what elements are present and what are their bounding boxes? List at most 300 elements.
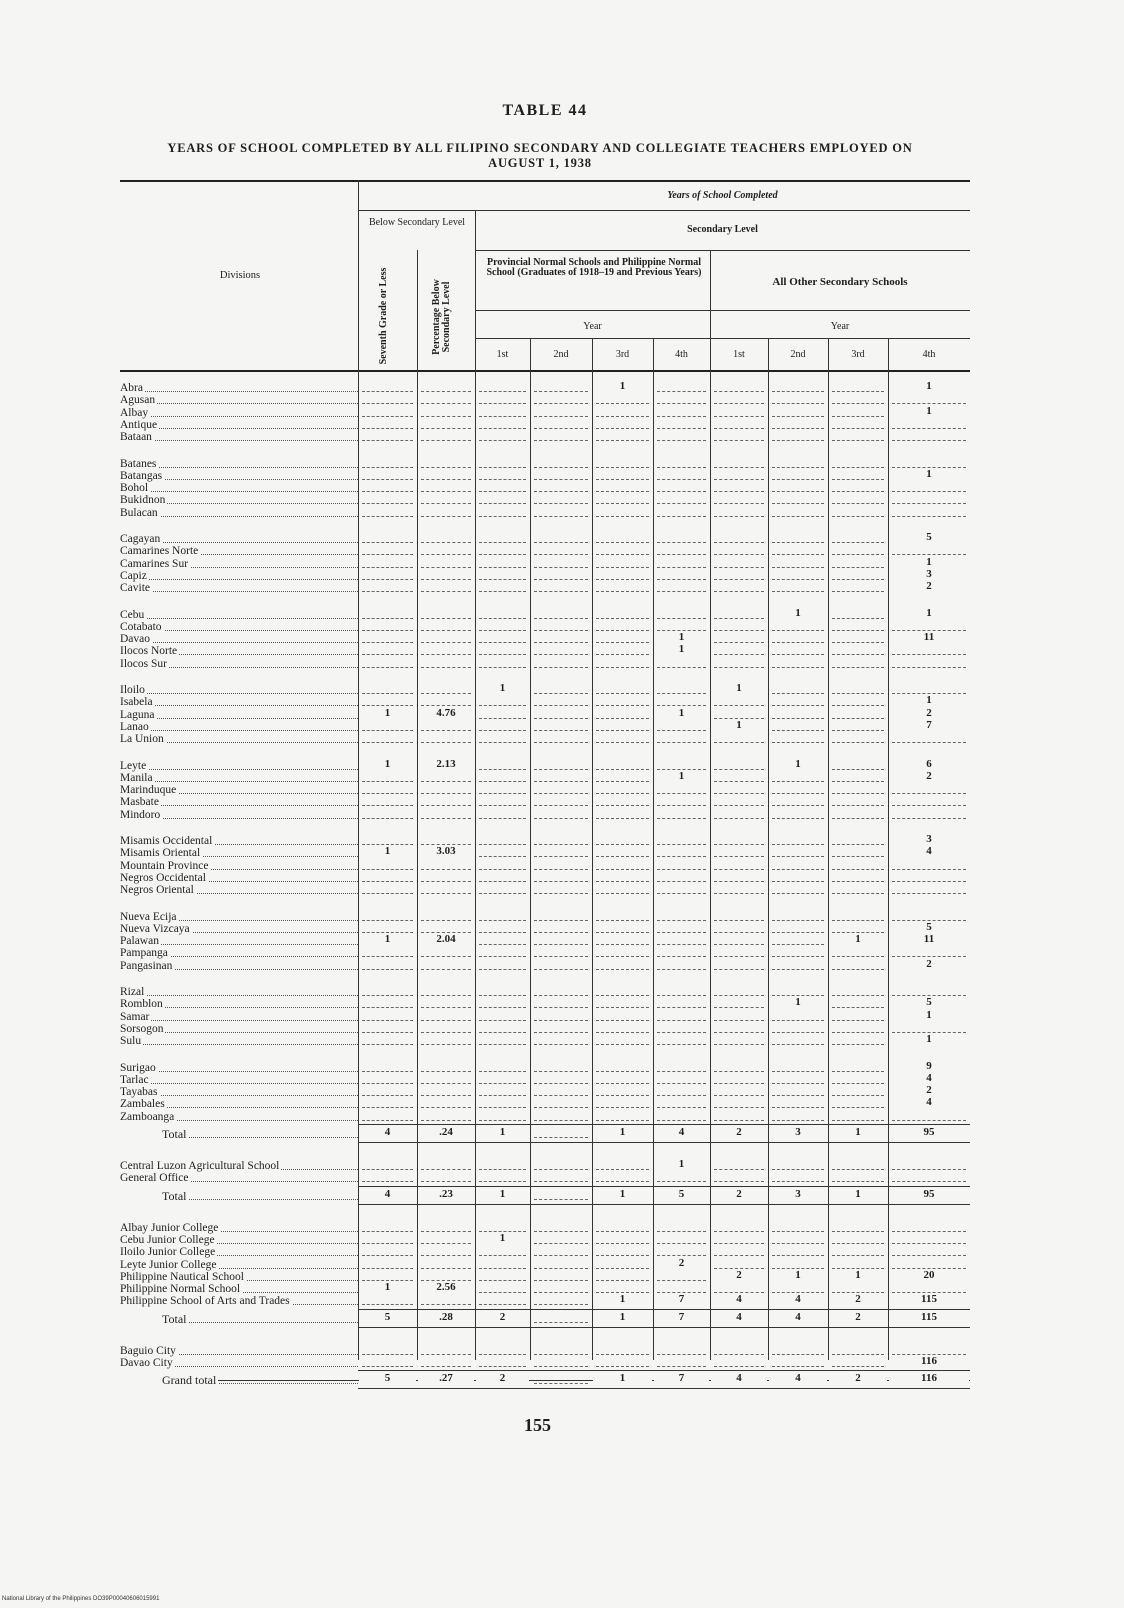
division-label <box>120 860 358 873</box>
table-cell: 7 <box>654 1372 709 1385</box>
cell-leader <box>534 793 588 794</box>
cell-leader <box>596 479 649 480</box>
cell-leader <box>362 591 413 592</box>
row-label-text: Rizal <box>120 986 145 998</box>
cell-leader <box>772 667 824 668</box>
cell-leader <box>657 491 706 492</box>
cell-leader <box>362 479 413 480</box>
row-label-text: Davao <box>120 633 151 646</box>
cell-leader <box>421 503 471 504</box>
cell-leader <box>832 491 884 492</box>
cell-leader <box>772 428 824 429</box>
cell-leader <box>534 440 588 441</box>
division-label <box>120 482 358 495</box>
cell-leader <box>657 428 706 429</box>
table-cell: 1 <box>829 1126 887 1139</box>
table-cell: 1 <box>889 405 969 418</box>
cell-leader <box>421 554 471 555</box>
row-label-text: Iloilo <box>120 684 145 696</box>
cell-leader <box>714 567 764 568</box>
total-rule <box>358 1309 970 1310</box>
cell-leader <box>362 416 413 417</box>
cell-leader <box>421 1071 471 1072</box>
cell-leader <box>714 769 764 770</box>
cell-leader <box>534 869 588 870</box>
cell-leader <box>714 793 764 794</box>
cell-leader <box>832 1354 884 1355</box>
cell-leader <box>534 781 588 782</box>
cell-leader <box>534 1383 588 1384</box>
cell-leader <box>596 1255 649 1256</box>
cell-leader <box>479 1020 526 1021</box>
col-3rd-other: 3rd <box>851 349 865 360</box>
division-label <box>120 809 358 822</box>
cell-leader <box>362 1120 413 1121</box>
cell-leader <box>657 579 706 580</box>
page-number: 155 <box>524 1415 551 1435</box>
cell-leader <box>421 391 471 392</box>
col-2nd: 2nd <box>553 349 569 360</box>
division-label <box>120 658 358 671</box>
cell-leader <box>772 1020 824 1021</box>
total-rule <box>358 1370 970 1371</box>
cell-leader <box>534 920 588 921</box>
cell-leader <box>892 1181 966 1182</box>
table-cell: 1 <box>593 1311 652 1324</box>
cell-leader <box>362 428 413 429</box>
table-cell: 3 <box>889 833 969 846</box>
cell-leader <box>892 667 966 668</box>
cell-leader <box>714 467 764 468</box>
cell-leader <box>479 516 526 517</box>
division-label <box>120 684 358 697</box>
cell-leader <box>596 467 649 468</box>
cell-leader <box>714 654 764 655</box>
cell-leader <box>421 818 471 819</box>
row-label-text: Bohol <box>120 482 149 495</box>
cell-leader <box>657 1095 706 1096</box>
cell-leader <box>596 805 649 806</box>
table-subtitle <box>110 141 970 171</box>
col-1st-other: 1st <box>733 349 745 360</box>
division-label <box>120 696 358 709</box>
table-cell: 2 <box>889 958 969 971</box>
cell-leader <box>421 893 471 894</box>
cell-leader <box>772 642 824 643</box>
total-row-label <box>120 1190 358 1203</box>
cell-leader <box>362 995 413 996</box>
cell-leader <box>772 856 824 857</box>
cell-leader <box>534 1020 588 1021</box>
cell-leader <box>832 654 884 655</box>
cell-leader <box>534 1007 588 1008</box>
table-cell: 11 <box>889 631 969 644</box>
cell-leader <box>421 1020 471 1021</box>
cell-leader <box>362 630 413 631</box>
cell-leader <box>657 1032 706 1033</box>
cell-leader <box>534 693 588 694</box>
cell-leader <box>772 881 824 882</box>
cell-leader <box>832 567 884 568</box>
cell-leader <box>479 542 526 543</box>
cell-leader <box>892 428 966 429</box>
cell-leader <box>479 1255 526 1256</box>
division-label <box>120 923 358 936</box>
table-cell: 5 <box>359 1372 416 1385</box>
cell-leader <box>832 856 884 857</box>
table-cell: 1 <box>769 996 827 1009</box>
division-label <box>120 1234 358 1247</box>
row-label-text: Philippine Nautical School <box>120 1270 244 1283</box>
cell-leader <box>421 479 471 480</box>
division-label <box>120 760 358 773</box>
cell-leader <box>714 440 764 441</box>
cell-leader <box>534 403 588 404</box>
cell-leader <box>596 1044 649 1045</box>
table-cell: 2 <box>889 770 969 783</box>
cell-leader <box>479 567 526 568</box>
cell-leader <box>479 881 526 882</box>
cell-leader <box>362 805 413 806</box>
cell-leader <box>479 1095 526 1096</box>
cell-leader <box>362 1231 413 1232</box>
cell-leader <box>596 667 649 668</box>
cell-leader <box>421 1007 471 1008</box>
cell-leader <box>596 881 649 882</box>
cell-leader <box>832 1071 884 1072</box>
table-cell: 2 <box>829 1293 887 1306</box>
division-label <box>120 784 358 797</box>
cell-leader <box>362 969 413 970</box>
cell-leader <box>832 693 884 694</box>
cell-leader <box>596 693 649 694</box>
division-label <box>120 709 358 722</box>
cell-leader <box>596 1107 649 1108</box>
cell-leader <box>479 554 526 555</box>
cell-leader <box>534 705 588 706</box>
cell-leader <box>714 1243 764 1244</box>
cell-leader <box>832 579 884 580</box>
cell-leader <box>421 467 471 468</box>
cell-leader <box>832 793 884 794</box>
cell-leader <box>772 1071 824 1072</box>
cell-leader <box>832 881 884 882</box>
cell-leader <box>832 1095 884 1096</box>
cell-leader <box>362 920 413 921</box>
cell-leader <box>714 969 764 970</box>
cell-leader <box>362 391 413 392</box>
cell-leader <box>479 1366 526 1367</box>
table-cell: 5 <box>654 1188 709 1201</box>
cell-leader <box>714 416 764 417</box>
cell-leader <box>362 642 413 643</box>
row-label-text: Sorsogon <box>120 1022 164 1035</box>
cell-leader <box>772 479 824 480</box>
cell-leader <box>534 642 588 643</box>
cell-leader <box>714 667 764 668</box>
cell-leader <box>596 844 649 845</box>
cell-leader <box>657 818 706 819</box>
cell-leader <box>657 1366 706 1367</box>
cell-leader <box>421 1044 471 1045</box>
total-rule <box>358 1204 970 1205</box>
cell-leader <box>832 805 884 806</box>
row-label-text: Davao City <box>120 1357 173 1369</box>
year-header-other: Year <box>830 321 850 332</box>
cell-leader <box>534 479 588 480</box>
cell-leader <box>362 403 413 404</box>
cell-leader <box>534 818 588 819</box>
cell-leader <box>362 1255 413 1256</box>
division-label <box>120 835 358 848</box>
cell-leader <box>772 805 824 806</box>
cell-leader <box>832 1083 884 1084</box>
division-label <box>120 394 358 407</box>
cell-leader <box>421 1095 471 1096</box>
cell-leader <box>657 440 706 441</box>
row-label-text: Iloilo Junior College <box>120 1246 216 1259</box>
cell-leader <box>657 1120 706 1121</box>
cell-leader <box>714 844 764 845</box>
cell-leader <box>892 491 966 492</box>
cell-leader <box>479 1120 526 1121</box>
cell-leader <box>362 654 413 655</box>
cell-leader <box>714 1231 764 1232</box>
table-cell: 1 <box>359 707 416 720</box>
table-cell: 2 <box>654 1257 709 1270</box>
cell-leader <box>772 844 824 845</box>
cell-leader <box>479 630 526 631</box>
cell-leader <box>479 1292 526 1293</box>
table-cell: 4 <box>889 1096 969 1109</box>
table-cell: 1 <box>593 1188 652 1201</box>
row-label-text: Bataan <box>120 431 152 444</box>
cell-leader <box>596 1280 649 1281</box>
cell-leader <box>596 1120 649 1121</box>
cell-leader <box>714 542 764 543</box>
division-label <box>120 494 358 507</box>
table-cell: 4 <box>654 1126 709 1139</box>
row-label-text: Total <box>120 1313 189 1326</box>
cell-leader <box>596 781 649 782</box>
cell-leader <box>892 516 966 517</box>
cell-leader <box>657 467 706 468</box>
cell-leader <box>832 428 884 429</box>
division-label <box>120 545 358 558</box>
cell-leader <box>362 1095 413 1096</box>
table-cell: 4 <box>769 1372 827 1385</box>
table-cell: 1 <box>593 380 652 393</box>
division-label <box>120 772 358 785</box>
table-cell: 3 <box>889 568 969 581</box>
cell-leader <box>772 542 824 543</box>
table-cell: 4 <box>359 1126 416 1139</box>
row-label-text: Central Luzon Agricultural School <box>120 1160 280 1172</box>
cell-leader <box>657 1083 706 1084</box>
division-label <box>120 1295 358 1308</box>
cell-leader <box>832 730 884 731</box>
divisions-header: Divisions <box>219 270 261 281</box>
cell-leader <box>421 693 471 694</box>
table-cell: 1 <box>593 1372 652 1385</box>
row-label-text: Sulu <box>120 1035 142 1048</box>
cell-leader <box>362 618 413 619</box>
table-cell: 115 <box>889 1293 969 1306</box>
table-cell: 11 <box>889 933 969 946</box>
percentage-header: Percentage Below Secondary Level <box>431 279 452 355</box>
cell-leader <box>714 1120 764 1121</box>
cell-leader <box>479 769 526 770</box>
cell-leader <box>362 1181 413 1182</box>
cell-leader <box>479 869 526 870</box>
row-label-text: Cebu <box>120 608 145 621</box>
cell-leader <box>421 618 471 619</box>
cell-leader <box>596 1032 649 1033</box>
cell-leader <box>421 1231 471 1232</box>
division-label <box>120 419 358 432</box>
cell-leader <box>892 654 966 655</box>
row-label-text: Grand total <box>120 1374 218 1387</box>
cell-leader <box>832 995 884 996</box>
cell-leader <box>479 705 526 706</box>
table-cell: 4 <box>769 1293 827 1306</box>
cell-leader <box>657 516 706 517</box>
cell-leader <box>534 391 588 392</box>
col-2nd-other: 2nd <box>790 349 806 360</box>
cell-leader <box>421 630 471 631</box>
division-label <box>120 470 358 483</box>
cell-leader <box>832 718 884 719</box>
cell-leader <box>479 1107 526 1108</box>
cell-leader <box>832 416 884 417</box>
table-cell: 1 <box>889 694 969 707</box>
cell-leader <box>657 793 706 794</box>
cell-leader <box>596 1366 649 1367</box>
table-cell: 1 <box>829 1188 887 1201</box>
cell-leader <box>479 1071 526 1072</box>
cell-leader <box>421 1255 471 1256</box>
table-cell: 1 <box>829 933 887 946</box>
cell-leader <box>657 1181 706 1182</box>
cell-leader <box>421 440 471 441</box>
division-label <box>120 1345 358 1358</box>
cell-leader <box>596 818 649 819</box>
cell-leader <box>479 956 526 957</box>
cell-leader <box>534 944 588 945</box>
cell-leader <box>832 1181 884 1182</box>
cell-leader <box>596 654 649 655</box>
cell-leader <box>479 618 526 619</box>
cell-leader <box>772 818 824 819</box>
cell-leader <box>421 1083 471 1084</box>
cell-leader <box>534 491 588 492</box>
cell-leader <box>657 1071 706 1072</box>
cell-leader <box>596 416 649 417</box>
cell-leader <box>596 705 649 706</box>
cell-leader <box>832 705 884 706</box>
row-label-text: Marinduque <box>120 784 177 797</box>
cell-leader <box>362 1020 413 1021</box>
cell-leader <box>534 1268 588 1269</box>
cell-leader <box>772 932 824 933</box>
cell-leader <box>772 403 824 404</box>
cell-leader <box>772 503 824 504</box>
cell-leader <box>534 969 588 970</box>
cell-leader <box>772 1032 824 1033</box>
division-label <box>120 1172 358 1185</box>
cell-leader <box>362 893 413 894</box>
cell-leader <box>832 893 884 894</box>
row-label-text: Antique <box>120 418 158 431</box>
cell-leader <box>657 995 706 996</box>
table-cell: 4 <box>769 1311 827 1324</box>
cell-leader <box>479 467 526 468</box>
row-label-text: La Union <box>120 733 164 746</box>
cell-leader <box>714 1354 764 1355</box>
cell-leader <box>657 554 706 555</box>
cell-leader <box>534 805 588 806</box>
cell-leader <box>657 503 706 504</box>
table-cell: 2 <box>711 1126 767 1139</box>
cell-leader <box>596 742 649 743</box>
row-label-text: Surigao <box>120 1061 156 1074</box>
cell-leader <box>534 995 588 996</box>
cell-leader <box>596 856 649 857</box>
cell-leader <box>362 1304 413 1305</box>
subtitle-line-1: YEARS OF SCHOOL COMPLETED BY ALL FILIPINO SECONDARY AND COLLEGIATE TEACHERS EMPLOYED ON <box>167 141 913 155</box>
row-label-text: Isabela <box>120 696 153 709</box>
cell-leader <box>714 391 764 392</box>
table-cell: 1 <box>769 607 827 620</box>
cell-leader <box>534 1255 588 1256</box>
row-label-text: Total <box>120 1190 189 1203</box>
row-label-text: Batangas <box>120 469 163 482</box>
footer-credit: National Library of the Philippines DO39P00040606015991 <box>2 1596 160 1602</box>
table-cell: 95 <box>889 1126 969 1139</box>
row-label-text: Cotabato <box>120 620 162 633</box>
table-cell: 5 <box>359 1311 416 1324</box>
cell-leader <box>421 742 471 743</box>
division-label <box>120 1098 358 1111</box>
cell-leader <box>657 479 706 480</box>
table-cell: 116 <box>889 1372 969 1385</box>
table-cell: 9 <box>889 1060 969 1073</box>
cell-leader <box>772 579 824 580</box>
table-cell: 7 <box>654 1293 709 1306</box>
row-label-text: Albay Junior College <box>120 1221 219 1234</box>
cell-leader <box>479 1181 526 1182</box>
table-cell: 2 <box>829 1311 887 1324</box>
cell-leader <box>772 591 824 592</box>
cell-leader <box>892 805 966 806</box>
cell-leader <box>362 579 413 580</box>
cell-leader <box>479 805 526 806</box>
cell-leader <box>772 1044 824 1045</box>
cell-leader <box>832 516 884 517</box>
cell-leader <box>832 630 884 631</box>
table-cell: 1 <box>654 707 709 720</box>
cell-leader <box>714 591 764 592</box>
cell-leader <box>892 440 966 441</box>
cell-leader <box>892 869 966 870</box>
cell-leader <box>479 491 526 492</box>
table-cell: 1 <box>593 1126 652 1139</box>
cell-leader <box>421 1366 471 1367</box>
row-label-text: Nueva Vizcaya <box>120 922 190 935</box>
row-label-text: Palawan <box>120 935 159 948</box>
cell-leader <box>534 579 588 580</box>
cell-leader <box>832 781 884 782</box>
